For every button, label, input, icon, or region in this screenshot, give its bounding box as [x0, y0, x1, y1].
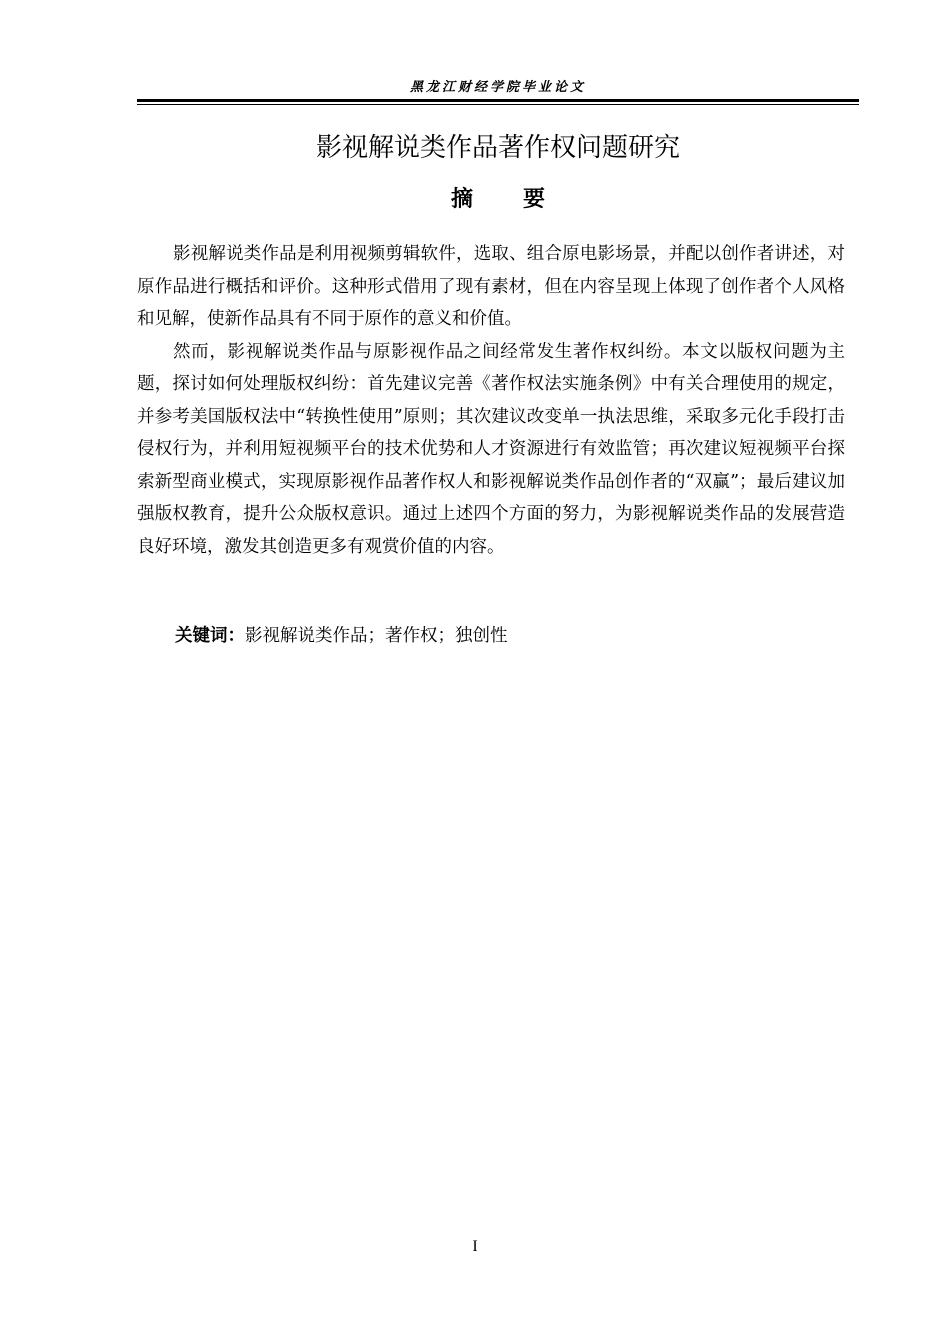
running-header: 黑龙江财经学院毕业论文	[409, 80, 586, 95]
header-rule-thin	[137, 104, 859, 105]
abstract-heading: 摘要	[450, 187, 595, 212]
keywords-line	[175, 621, 508, 651]
header-rule-thick	[137, 99, 859, 102]
abstract-paragraph-1: 影视解说类作品是利用视频剪辑软件，选取、组合原电影场景，并配以创作者讲述，对原作品进行概括和评价。这种形式借用了现有素材，但在内容呈现上体现了创作者个人风格和见解，使新作品具有不同于原作的意义和价值。	[137, 244, 845, 329]
abstract-paragraph-2: 然而，影视解说类作品与原影视作品之间经常发生著作权纠纷。本文以版权问题为主题，探讨如何处理版权纠纷：首先建议完善《著作权法实施条例》中有关合理使用的规定，并参考美国版权法中“转换性使用”原则；其次建议改变单一执法思维，采取多元化手段打击侵权行为，并利用短视频平台的技术优势和人才资源进行有效监管；再次建议短视频平台探索新型商业模式，实现原影视作品著作权人和影视解说类作品创作者的“双赢”；最后建议加强版权教育，提升公众版权意识。通过上述四个方面的努力，为影视解说类作品的发展营造良好环境，激发其创造更多有观赏价值的内容。	[137, 341, 845, 557]
keywords-value: 影视解说类作品；著作权；独创性	[245, 626, 508, 646]
abstract-body	[137, 238, 845, 563]
keywords-label: 关键词：	[175, 626, 245, 646]
paper-title: 影视解说类作品著作权问题研究	[315, 133, 680, 163]
page-number: I	[472, 1238, 478, 1255]
